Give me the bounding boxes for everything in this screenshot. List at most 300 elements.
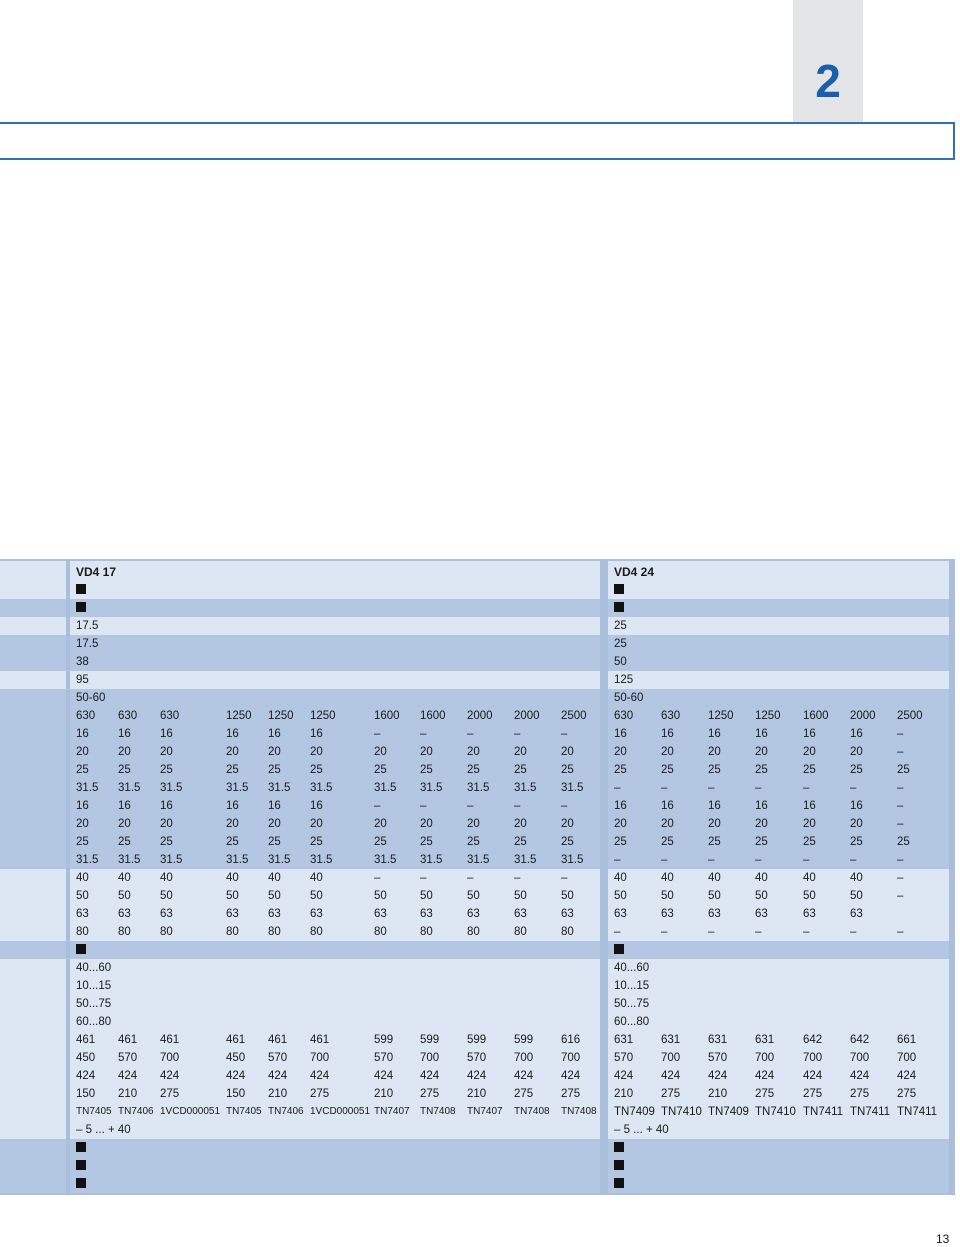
table-cell: 25 [160, 836, 173, 848]
table-row [0, 1031, 955, 1049]
table-cell: 1250 [268, 710, 294, 722]
table-cell: 20 [310, 818, 323, 830]
table-cell: – [755, 926, 762, 938]
table-cell: 210 [374, 1088, 394, 1100]
table-cell: 25 [661, 764, 674, 776]
table-cell: 20 [268, 746, 281, 758]
table-cell: 16 [268, 800, 281, 812]
table-cell: 50 [76, 890, 89, 902]
table-cell: 31.5 [226, 782, 249, 794]
table-cell: 31.5 [514, 782, 537, 794]
table-cell: TN7405 [226, 1106, 262, 1117]
table-cell: 10...15 [76, 980, 112, 992]
table-cell: 31.5 [420, 782, 443, 794]
table-cell: 40 [160, 872, 173, 884]
filled-square-marker-icon [614, 944, 624, 958]
table-cell: 63 [661, 908, 674, 920]
table-row [0, 1085, 955, 1103]
table-cell: 16 [310, 800, 323, 812]
table-cell: 275 [803, 1088, 823, 1100]
table-cell: 661 [897, 1034, 917, 1046]
table-cell: 1VCD000051 [310, 1106, 371, 1117]
table-cell: TN7411 [897, 1106, 938, 1118]
table-cell: 63 [561, 908, 574, 920]
table-cell: 700 [850, 1052, 870, 1064]
table-cell: 40 [226, 872, 239, 884]
table-cell: 16 [614, 800, 627, 812]
table-cell: – [755, 782, 762, 794]
table-row [0, 941, 955, 959]
table-cell: 25 [374, 836, 387, 848]
table-cell: 599 [514, 1034, 534, 1046]
table-cell: 63 [467, 908, 480, 920]
filled-square-marker-icon [614, 1142, 624, 1156]
table-cell: 20 [661, 746, 674, 758]
table-cell: 31.5 [514, 854, 537, 866]
table-cell: 20 [755, 746, 768, 758]
table-cell: 700 [561, 1052, 581, 1064]
table-cell: 17.5 [76, 620, 99, 632]
table-cell: 1VCD000051 [160, 1106, 221, 1117]
table-cell: 17.5 [76, 638, 99, 650]
table-cell: 50 [160, 890, 173, 902]
table-cell: 25 [310, 764, 323, 776]
table-cell: 16 [118, 800, 131, 812]
table-cell: 25 [661, 836, 674, 848]
filled-square-marker-icon [76, 944, 86, 958]
table-cell: 570 [118, 1052, 138, 1064]
table-cell: 63 [310, 908, 323, 920]
spec-table [0, 559, 955, 1195]
table-cell: 1600 [803, 710, 829, 722]
table-cell: 2000 [850, 710, 876, 722]
table-cell: TN7407 [374, 1106, 410, 1117]
table-cell: 16 [803, 728, 816, 740]
table-cell: TN7409 [614, 1106, 655, 1118]
table-cell: 210 [118, 1088, 138, 1100]
table-cell: – [514, 872, 521, 884]
table-cell: 40 [268, 872, 281, 884]
page-number: 13 [936, 1232, 950, 1246]
table-cell: 40 [614, 872, 627, 884]
table-cell: 80 [160, 926, 173, 938]
table-row [0, 995, 955, 1013]
table-row [0, 617, 955, 635]
table-cell: 16 [755, 800, 768, 812]
table-cell: 424 [118, 1070, 138, 1082]
table-row [0, 743, 955, 761]
table-row [0, 905, 955, 923]
table-cell: 16 [76, 728, 89, 740]
table-cell: 16 [755, 728, 768, 740]
table-cell: – [514, 800, 521, 812]
table-cell: 95 [76, 674, 89, 686]
table-cell: 20 [850, 746, 863, 758]
table-cell: – 5 ... + 40 [76, 1124, 131, 1136]
filled-square-marker-icon [614, 1160, 624, 1174]
table-cell: 16 [226, 728, 239, 740]
table-row [0, 599, 955, 617]
table-cell: 63 [118, 908, 131, 920]
table-row [0, 869, 955, 887]
table-cell: 20 [561, 746, 574, 758]
table-cell: 20 [467, 818, 480, 830]
table-cell: 40 [661, 872, 674, 884]
table-cell: – [420, 872, 427, 884]
table-cell: – [708, 854, 715, 866]
table-cell: 424 [268, 1070, 288, 1082]
table-cell: 50 [420, 890, 433, 902]
table-cell: – [897, 890, 904, 902]
table-cell: 31.5 [310, 854, 333, 866]
table-cell: 1250 [226, 710, 252, 722]
filled-square-marker-icon [76, 584, 86, 598]
table-row [0, 671, 955, 689]
table-cell: 25 [561, 764, 574, 776]
filled-square-marker-icon [76, 602, 86, 616]
table-cell: 20 [803, 746, 816, 758]
table-cell: 210 [467, 1088, 487, 1100]
table-cell: 25 [850, 836, 863, 848]
table-cell: 31.5 [268, 854, 291, 866]
table-cell: 20 [160, 818, 173, 830]
table-row [0, 923, 955, 941]
table-cell: 25 [708, 836, 721, 848]
table-row [0, 1139, 955, 1157]
table-cell: 25 [420, 836, 433, 848]
table-cell: 275 [561, 1088, 581, 1100]
table-cell: 20 [76, 818, 89, 830]
table-cell: – [467, 728, 474, 740]
table-cell: 20 [708, 746, 721, 758]
table-cell: 461 [160, 1034, 180, 1046]
table-cell: TN7411 [803, 1106, 844, 1118]
table-cell: 50 [661, 890, 674, 902]
table-cell: 63 [374, 908, 387, 920]
table-cell: 25 [708, 764, 721, 776]
table-cell: 275 [897, 1088, 917, 1100]
table-cell: – [374, 728, 381, 740]
table-cell: 424 [514, 1070, 534, 1082]
model-title-vd4-17: VD4 17 [76, 565, 117, 579]
table-cell: 275 [850, 1088, 870, 1100]
table-cell: 424 [661, 1070, 681, 1082]
table-cell: 25 [76, 836, 89, 848]
table-row [0, 1121, 955, 1139]
table-cell: 461 [310, 1034, 330, 1046]
table-cell: 424 [374, 1070, 394, 1082]
table-cell: 2500 [897, 710, 923, 722]
table-header-row [0, 561, 955, 581]
table-cell: 16 [268, 728, 281, 740]
table-cell: 50 [708, 890, 721, 902]
table-cell: 700 [803, 1052, 823, 1064]
table-cell: 1600 [374, 710, 400, 722]
table-cell: 31.5 [226, 854, 249, 866]
table-cell: – [850, 782, 857, 794]
table-cell: 275 [514, 1088, 534, 1100]
table-cell: – [897, 926, 904, 938]
table-cell: 424 [561, 1070, 581, 1082]
table-cell: 20 [755, 818, 768, 830]
table-cell: 25 [467, 764, 480, 776]
table-cell: 2500 [561, 710, 587, 722]
table-cell: 700 [310, 1052, 330, 1064]
table-cell: 631 [614, 1034, 634, 1046]
table-cell: 20 [420, 746, 433, 758]
table-cell: 50-60 [76, 692, 106, 704]
table-cell: – [897, 818, 904, 830]
table-row [0, 761, 955, 779]
table-cell: 25 [268, 836, 281, 848]
table-cell: – [803, 782, 810, 794]
table-cell: 1250 [310, 710, 336, 722]
table-cell: – [614, 854, 621, 866]
table-cell: 424 [226, 1070, 246, 1082]
table-cell: 210 [708, 1088, 728, 1100]
filled-square-marker-icon [614, 602, 624, 616]
table-cell: 16 [850, 728, 863, 740]
table-row [0, 779, 955, 797]
table-cell: 25 [160, 764, 173, 776]
table-cell: 20 [160, 746, 173, 758]
table-cell: – [661, 926, 668, 938]
table-cell: 424 [467, 1070, 487, 1082]
table-cell: 63 [708, 908, 721, 920]
table-cell: TN7409 [708, 1106, 749, 1118]
table-cell: – [897, 872, 904, 884]
table-cell: – [467, 800, 474, 812]
table-cell: 599 [374, 1034, 394, 1046]
table-cell: TN7407 [467, 1106, 503, 1117]
table-cell: 50 [755, 890, 768, 902]
table-cell: 80 [467, 926, 480, 938]
table-cell: 31.5 [310, 782, 333, 794]
filled-square-marker-icon [614, 1178, 624, 1192]
table-cell: 31.5 [118, 782, 141, 794]
table-cell: 60...80 [76, 1016, 112, 1028]
table-cell: 424 [803, 1070, 823, 1082]
table-cell: 63 [268, 908, 281, 920]
table-cell: 16 [850, 800, 863, 812]
table-cell: 31.5 [561, 854, 584, 866]
table-cell: – [661, 782, 668, 794]
table-cell: – [803, 854, 810, 866]
table-cell: 631 [755, 1034, 775, 1046]
table-cell: 275 [160, 1088, 180, 1100]
table-cell: – [850, 926, 857, 938]
table-cell: 25 [118, 836, 131, 848]
table-cell: 63 [803, 908, 816, 920]
table-cell: 424 [897, 1070, 917, 1082]
table-cell: 150 [76, 1088, 96, 1100]
table-cell: 25 [514, 764, 527, 776]
table-cell: 630 [118, 710, 138, 722]
table-cell: 40 [803, 872, 816, 884]
table-cell: 16 [661, 728, 674, 740]
table-cell: 25 [76, 764, 89, 776]
table-cell: 20 [226, 746, 239, 758]
table-cell: TN7410 [755, 1106, 796, 1118]
table-cell: 40...60 [76, 962, 112, 974]
table-cell: 50-60 [614, 692, 644, 704]
table-cell: 60...80 [614, 1016, 650, 1028]
table-cell: 20 [614, 746, 627, 758]
table-cell: 25 [226, 764, 239, 776]
table-cell: 16 [118, 728, 131, 740]
table-row [0, 653, 955, 671]
table-cell: 25 [897, 836, 910, 848]
table-cell: 31.5 [374, 854, 397, 866]
table-cell: 80 [420, 926, 433, 938]
table-cell: 63 [160, 908, 173, 920]
table-cell: 16 [160, 800, 173, 812]
table-cell: 38 [76, 656, 89, 668]
table-row [0, 1013, 955, 1031]
table-cell: 16 [226, 800, 239, 812]
table-cell: 20 [374, 818, 387, 830]
table-cell: 20 [268, 818, 281, 830]
table-cell: 210 [268, 1088, 288, 1100]
table-cell: 424 [76, 1070, 96, 1082]
table-cell: 40 [850, 872, 863, 884]
table-cell: 25 [803, 836, 816, 848]
table-cell: 50 [850, 890, 863, 902]
table-cell: 642 [850, 1034, 870, 1046]
table-cell: 25 [226, 836, 239, 848]
table-cell: 50 [614, 656, 627, 668]
table-cell: 50 [614, 890, 627, 902]
table-cell: 63 [850, 908, 863, 920]
table-cell: 25 [467, 836, 480, 848]
table-cell: 20 [803, 818, 816, 830]
table-cell: 25 [850, 764, 863, 776]
table-cell: – [803, 926, 810, 938]
table-cell: 20 [467, 746, 480, 758]
table-cell: – [374, 800, 381, 812]
table-row [0, 833, 955, 851]
filled-square-marker-icon [76, 1160, 86, 1174]
table-cell: 16 [310, 728, 323, 740]
table-cell: 461 [76, 1034, 96, 1046]
table-cell: 16 [160, 728, 173, 740]
table-cell: TN7405 [76, 1106, 112, 1117]
table-row [0, 635, 955, 653]
table-cell: 700 [160, 1052, 180, 1064]
table-cell: 25 [514, 836, 527, 848]
table-cell: – [708, 926, 715, 938]
table-cell: 40...60 [614, 962, 650, 974]
table-cell: 40 [118, 872, 131, 884]
table-cell: 25 [755, 836, 768, 848]
table-row [0, 581, 955, 599]
table-cell: 16 [661, 800, 674, 812]
chapter-number: 2 [815, 55, 841, 107]
table-cell: 424 [420, 1070, 440, 1082]
table-cell: 20 [118, 746, 131, 758]
table-cell: 50...75 [76, 998, 112, 1010]
table-cell: 25 [310, 836, 323, 848]
table-cell: 20 [614, 818, 627, 830]
table-cell: – [561, 800, 568, 812]
table-row [0, 1175, 955, 1193]
table-cell: TN7408 [514, 1106, 550, 1117]
table-row [0, 959, 955, 977]
table-cell: 25 [897, 764, 910, 776]
table-cell: 570 [708, 1052, 728, 1064]
table-cell: – [850, 854, 857, 866]
table-row [0, 977, 955, 995]
table-cell: 700 [514, 1052, 534, 1064]
table-row [0, 707, 955, 725]
table-cell: TN7406 [268, 1106, 304, 1117]
table-cell: 210 [614, 1088, 634, 1100]
table-cell: – [374, 872, 381, 884]
table-cell: 31.5 [160, 782, 183, 794]
table-cell: 16 [614, 728, 627, 740]
table-cell: 80 [268, 926, 281, 938]
table-cell: 700 [897, 1052, 917, 1064]
table-cell: 80 [310, 926, 323, 938]
table-cell: 40 [755, 872, 768, 884]
table-cell: 20 [514, 818, 527, 830]
table-cell: 63 [614, 908, 627, 920]
table-row [0, 725, 955, 743]
table-cell: 16 [708, 728, 721, 740]
table-row [0, 1067, 955, 1085]
table-cell: 20 [708, 818, 721, 830]
table-cell: 1250 [708, 710, 734, 722]
table-cell: 63 [514, 908, 527, 920]
table-cell: 50 [374, 890, 387, 902]
table-cell: 275 [420, 1088, 440, 1100]
table-cell: 700 [755, 1052, 775, 1064]
table-cell: 424 [755, 1070, 775, 1082]
section-header-bar [0, 122, 955, 160]
table-cell: 25 [420, 764, 433, 776]
table-row [0, 851, 955, 869]
table-cell: 700 [420, 1052, 440, 1064]
table-cell: 80 [374, 926, 387, 938]
table-cell: 25 [118, 764, 131, 776]
table-cell: 20 [118, 818, 131, 830]
table-cell: – [420, 800, 427, 812]
table-cell: 31.5 [467, 782, 490, 794]
table-cell: 275 [310, 1088, 330, 1100]
table-cell: 31.5 [467, 854, 490, 866]
table-cell: – 5 ... + 40 [614, 1124, 669, 1136]
table-row [0, 815, 955, 833]
table-cell: 50...75 [614, 998, 650, 1010]
table-cell: 616 [561, 1034, 581, 1046]
table-row [0, 1157, 955, 1175]
table-cell: – [561, 872, 568, 884]
filled-square-marker-icon [614, 584, 624, 598]
table-cell: 20 [661, 818, 674, 830]
table-cell: 461 [268, 1034, 288, 1046]
table-cell: 31.5 [268, 782, 291, 794]
table-cell: 25 [374, 764, 387, 776]
table-cell: 31.5 [76, 782, 99, 794]
table-cell: 20 [514, 746, 527, 758]
table-cell: 50 [226, 890, 239, 902]
table-cell: 50 [118, 890, 131, 902]
table-cell: – [467, 872, 474, 884]
table-cell: 25 [755, 764, 768, 776]
table-cell: 631 [708, 1034, 728, 1046]
table-cell: 570 [268, 1052, 288, 1064]
table-cell: 63 [420, 908, 433, 920]
